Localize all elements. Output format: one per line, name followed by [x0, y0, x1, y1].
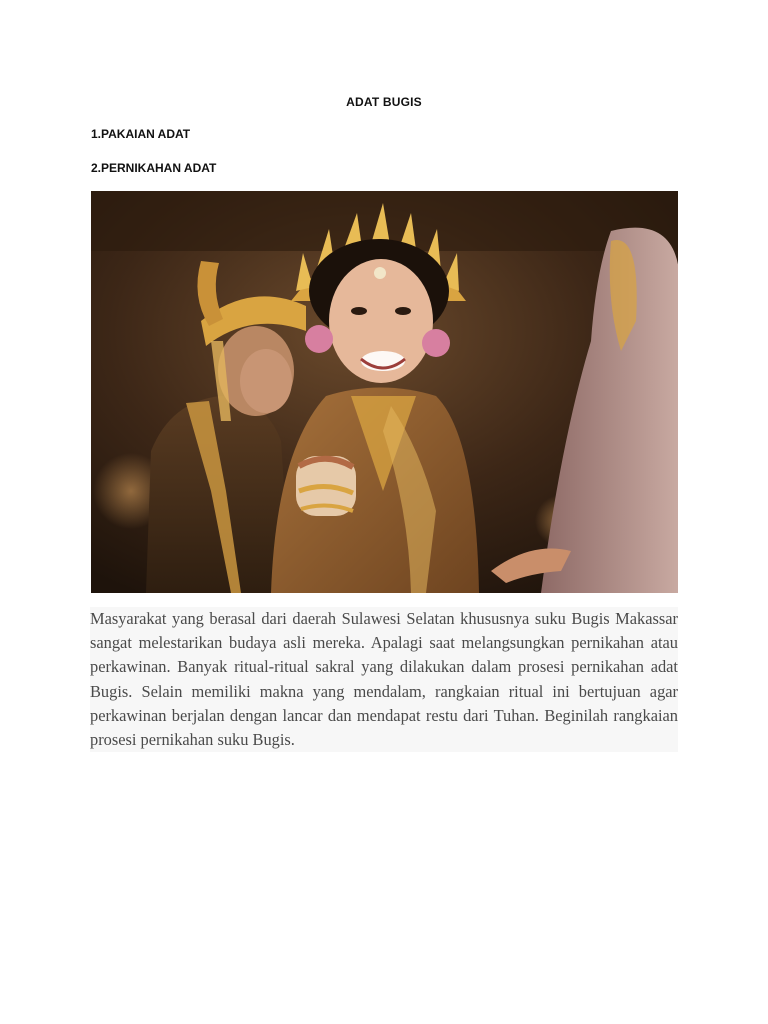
body-paragraph: Masyarakat yang berasal dari daerah Sulawesi Selatan khususnya suku Bugis Makassar sangat melestarikan budaya asli mereka. Apalagi saat melangsungkan pernikahan atau perkawinan. Banyak ritual-ritual sakral yang dilakukan dalam prosesi pernikahan adat Bugis. Selain memiliki makna yang mendalam, rangkaian ritual ini bertujuan agar perkawinan berjalan dengan lancar dan mendapat restu dari Tuhan. Beginilah rangkaian prosesi pernikahan suku Bugis. [90, 607, 678, 752]
heading-pernikahan-adat: 2.PERNIKAHAN ADAT [91, 161, 217, 175]
document-title: ADAT BUGIS [346, 95, 422, 109]
wedding-photo-illustration [91, 191, 678, 593]
heading-pakaian-adat: 1.PAKAIAN ADAT [91, 127, 191, 141]
wedding-photo [91, 191, 678, 593]
